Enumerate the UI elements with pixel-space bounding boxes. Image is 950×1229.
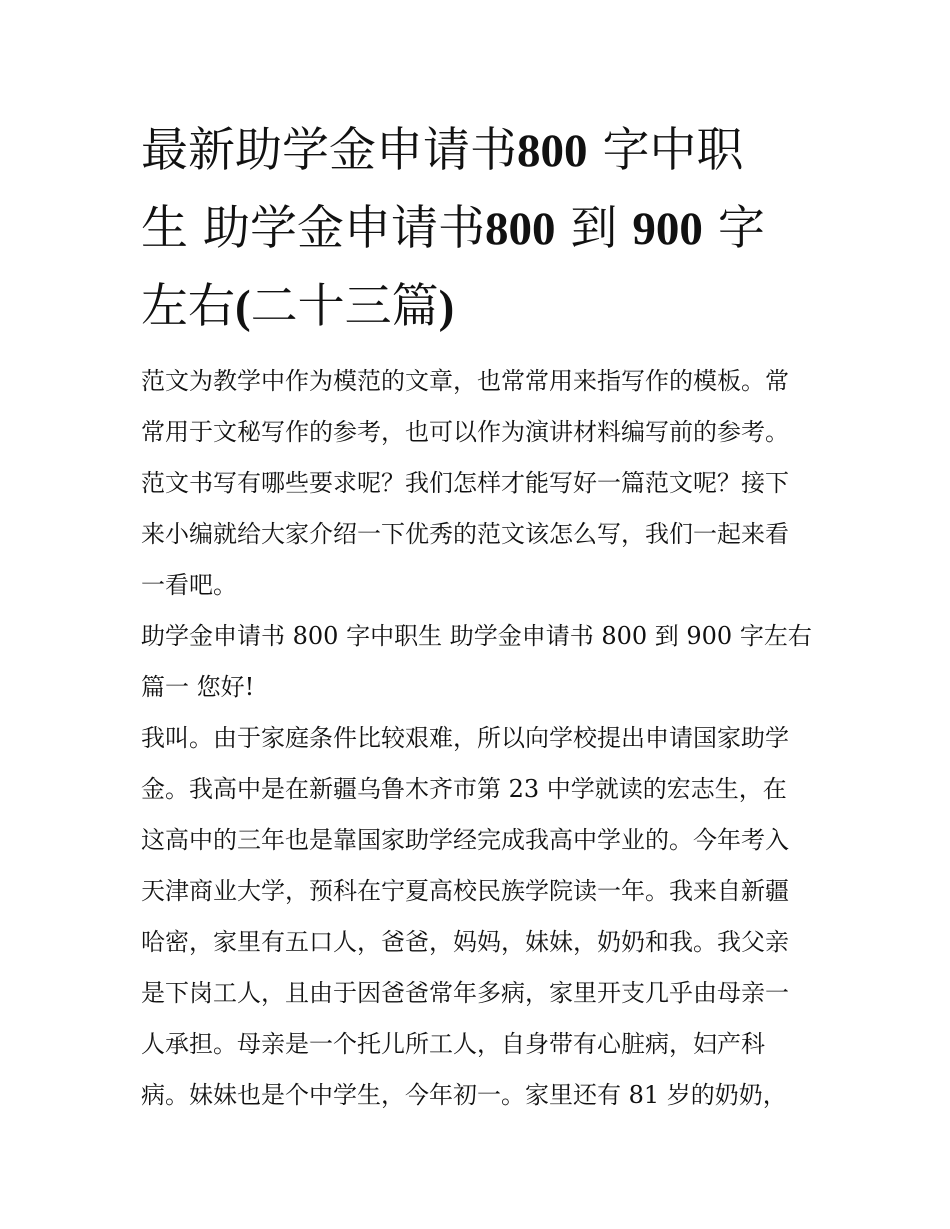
title-text: 字中职 [602,123,744,178]
title-text: 到 [570,201,618,256]
text-line: 来小编就给大家介绍一下优秀的范文该怎么写，我们一起来看 [141,520,789,548]
text-line: 助学金申请书 800 字中职生 助学金申请书 800 到 900 字左右 [141,622,812,650]
text-line: 范文书写有哪些要求呢？我们怎样才能写好一篇范文呢？接下 [141,469,789,497]
document-page [141,112,813,1121]
title-number: 800 [484,203,556,255]
title-line [141,268,813,346]
paragraph-letter-body [141,713,813,1121]
text-line: 人承担。母亲是一个托儿所工人，自身带有心脏病，妇产科 [141,1030,765,1058]
document-title [141,112,813,346]
text-line: 金。我高中是在新疆乌鲁木齐市第 23 中学就读的宏志生，在 [141,775,787,803]
document-body [141,356,813,1121]
title-line [141,190,813,268]
text-line: 这高中的三年也是靠国家助学经完成我高中学业的。今年考入 [141,826,789,854]
text-line: 篇一 您好! [141,673,255,701]
text-line: 是下岗工人，且由于因爸爸常年多病，家里开支几乎由母亲一 [141,979,789,1007]
title-number: 900 [632,203,703,255]
title-text: 字 [717,201,765,256]
text-line: 我叫。由于家庭条件比较艰难，所以向学校提出申请国家助学 [141,724,789,752]
title-line [141,112,813,190]
text-line: 哈密，家里有五口人，爸爸，妈妈，妹妹，奶奶和我。我父亲 [141,928,789,956]
text-line: 病。妹妹也是个中学生，今年初一。家里还有 81 岁的奶奶， [141,1081,787,1109]
text-line: 天津商业大学，预科在宁夏高校民族学院读一年。我来自新疆 [141,877,789,905]
title-text: 二十三篇 [250,279,439,334]
title-text: 最新助学金申请书 [141,123,517,178]
paragraph-heading [141,611,813,713]
title-text: 生 助学金申请书 [141,201,485,256]
title-number: 800 [517,125,588,177]
title-paren: ( [235,281,251,333]
text-line: 常用于文秘写作的参考，也可以作为演讲材料编写前的参考。 [141,418,789,446]
text-line: 范文为教学中作为模范的文章，也常常用来指写作的模板。常 [141,367,789,395]
paragraph-intro [141,356,813,611]
title-text: 左右 [141,279,235,334]
text-line: 一看吧。 [141,571,237,599]
title-paren: ) [438,281,455,333]
